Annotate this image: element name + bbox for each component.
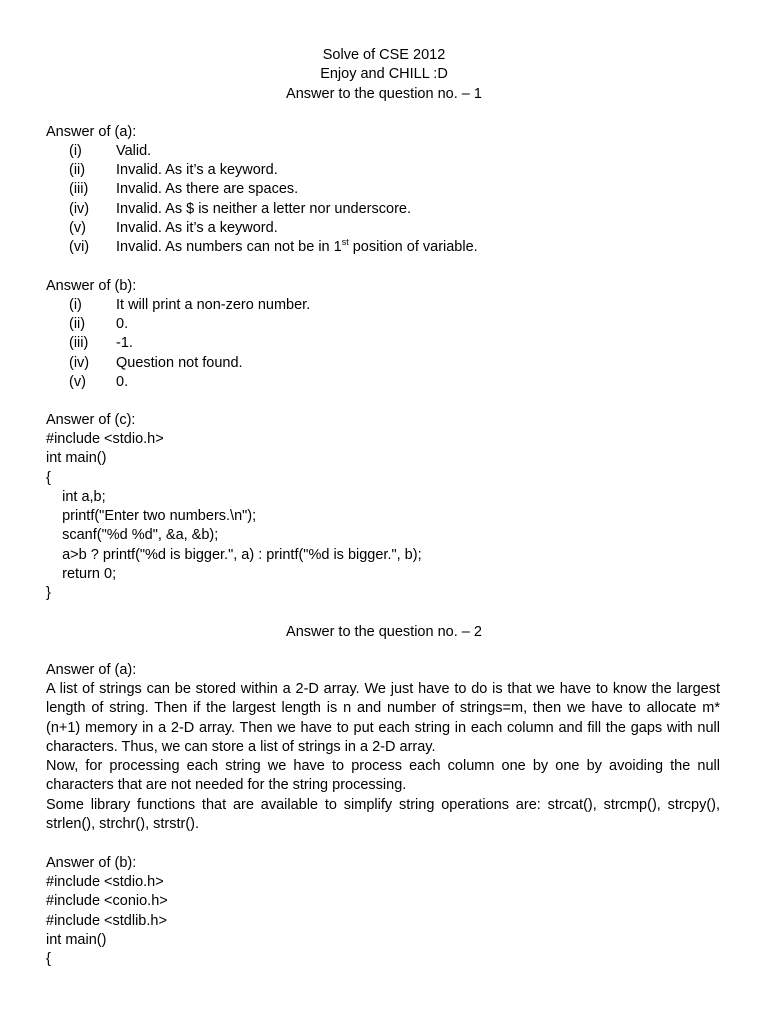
- answer-2a-label: Answer of (a):: [46, 662, 137, 678]
- code-line: int main(): [46, 932, 107, 948]
- code-line: a>b ? printf("%d is bigger.", a) : printf("%d is bigger.", b);: [46, 547, 422, 563]
- answer-2b-label: Answer of (b):: [46, 855, 137, 871]
- list-item-number: (i): [69, 143, 82, 159]
- code-line: #include <conio.h>: [46, 893, 168, 909]
- list-item-number: (vi): [69, 239, 90, 255]
- document-subtitle: Enjoy and CHILL :D: [320, 66, 448, 82]
- list-item-number: (iv): [69, 201, 90, 217]
- list-item-text: [116, 237, 478, 257]
- list-item-text-before: Invalid. As numbers can not be in 1: [116, 239, 342, 255]
- list-item-number: (iii): [69, 335, 89, 351]
- code-line: {: [46, 470, 51, 486]
- code-line: scanf("%d %d", &a, &b);: [46, 527, 219, 543]
- code-line: printf("Enter two numbers.\n");: [46, 508, 257, 524]
- list-item-text: Invalid. As it’s a keyword.: [116, 162, 278, 178]
- list-item-text: It will print a non-zero number.: [116, 297, 311, 313]
- answer-1b-label: Answer of (b):: [46, 278, 137, 294]
- code-line: }: [46, 585, 51, 601]
- list-item-number: (ii): [69, 162, 86, 178]
- list-item-text: Invalid. As there are spaces.: [116, 181, 299, 197]
- answer-2a-paragraph-1: A list of strings can be stored within a 2-D array. We just have to do is that we have to know the largest length of string. Then if the largest length is n and number of strings=m, then we have to allocate m*(n+1) memory in a 2-D array. Then we have to put each string in each column and fill the gaps with null characters. Thus, we can store a list of strings in a 2-D array.: [46, 681, 720, 756]
- answer-1a-label: Answer of (a):: [46, 124, 137, 140]
- code-line: int main(): [46, 450, 107, 466]
- answer-1c-label: Answer of (c):: [46, 412, 136, 428]
- code-line: #include <stdlib.h>: [46, 913, 167, 929]
- list-item-number: (v): [69, 374, 86, 390]
- list-item-number: (v): [69, 220, 86, 236]
- list-item-text: -1.: [116, 335, 133, 351]
- list-item-number: (ii): [69, 316, 86, 332]
- code-line: #include <stdio.h>: [46, 431, 164, 447]
- list-item-number: (iii): [69, 181, 89, 197]
- code-line: return 0;: [46, 566, 117, 582]
- answer-2a-paragraph-2: Now, for processing each string we have to process each column one by one by avoiding the null characters that are not needed for the string processing.: [46, 758, 720, 794]
- list-item-text: 0.: [116, 374, 129, 390]
- list-item-text: 0.: [116, 316, 129, 332]
- code-line: {: [46, 951, 51, 967]
- list-item-text-after: position of variable.: [348, 239, 478, 255]
- code-line: #include <stdio.h>: [46, 874, 164, 890]
- list-item-text: Question not found.: [116, 355, 243, 371]
- list-item-number: (iv): [69, 355, 90, 371]
- list-item-number: (i): [69, 297, 82, 313]
- document-title: Solve of CSE 2012: [322, 47, 446, 63]
- ordinal-superscript: st: [341, 237, 349, 248]
- list-item-text: Invalid. As it’s a keyword.: [116, 220, 278, 236]
- question-1-heading: Answer to the question no. – 1: [286, 86, 482, 102]
- code-line: int a,b;: [46, 489, 106, 505]
- question-2-heading: Answer to the question no. – 2: [286, 624, 482, 640]
- answer-2a-paragraph-3: Some library functions that are available to simplify string operations are: strcat(), strcmp(), strcpy(), strlen(), strchr(), strstr().: [46, 797, 720, 833]
- list-item-text: Invalid. As $ is neither a letter nor underscore.: [116, 201, 411, 217]
- list-item-text: Valid.: [116, 143, 152, 159]
